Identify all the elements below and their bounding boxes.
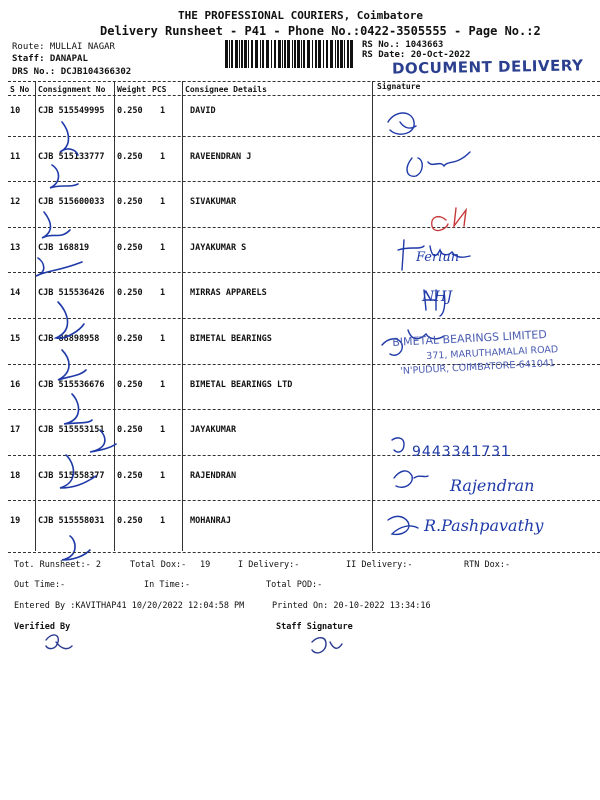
row-consignee: BIMETAL BEARINGS LTD (190, 380, 293, 390)
row-weight: 0.250 (117, 152, 143, 162)
row-weight: 0.250 (117, 471, 143, 481)
barcode-bar (248, 40, 249, 68)
row-separator (8, 272, 600, 273)
row-sno: 14 (10, 288, 21, 298)
barcode-bar (260, 40, 261, 68)
barcode-bar (294, 40, 296, 68)
row-separator (8, 227, 600, 228)
row-consignment-no: CJB 515133777 (38, 152, 105, 162)
row-consignee: BIMETAL BEARINGS (190, 334, 272, 344)
runsheet-title: Delivery Runsheet - P41 - Phone No.:0422-3505555 - Page No.:2 (100, 24, 541, 38)
col-weight: Weight (117, 85, 146, 94)
row-separator (8, 455, 600, 456)
row-consignment-no: CJB 168819 (38, 243, 90, 253)
barcode-bar (274, 40, 276, 68)
barcode-bar (287, 40, 290, 68)
rs-date: RS Date: 20-Oct-2022 (362, 50, 471, 60)
table-top-rule (8, 81, 600, 82)
row-consignment-no: CJB 515558031 (38, 516, 105, 526)
row-consignee: MOHANRAJ (190, 516, 231, 526)
row-consignment-no: CJB 515553151 (38, 425, 105, 435)
row-sno: 12 (10, 197, 21, 207)
barcode-bar (266, 40, 269, 68)
row-pcs: 1 (160, 152, 166, 162)
row-sno: 19 (10, 516, 21, 526)
barcode-bar (330, 40, 333, 68)
company-stamp-line1: BIMETAL BEARINGS LIMITED (392, 327, 548, 349)
row19-handwriting: R.Pashpavathy (424, 516, 544, 535)
row-consignment-no: CJB 515549995 (38, 106, 105, 116)
row-pcs: 1 (160, 380, 166, 390)
row-weight: 0.250 (117, 334, 143, 344)
barcode-bar (262, 40, 264, 68)
barcode-bar (284, 40, 286, 68)
row-pcs: 1 (160, 106, 166, 116)
row-separator (8, 409, 600, 410)
row-consignee: RAJENDRAN (190, 471, 237, 481)
row-pcs: 1 (160, 334, 166, 344)
row-pcs: 1 (160, 425, 166, 435)
row-weight: 0.250 (117, 243, 143, 253)
i-delivery-label: I Delivery:- (238, 560, 300, 570)
barcode-bar (271, 40, 272, 68)
total-pod-label: Total POD:- (266, 580, 323, 590)
barcode (225, 40, 355, 70)
staff-label: Staff: DANAPAL (12, 54, 88, 64)
row-weight: 0.250 (117, 516, 143, 526)
barcode-bar (297, 40, 300, 68)
staff-signature-label: Staff Signature (276, 622, 353, 632)
row-pcs: 1 (160, 471, 166, 481)
row-consignee: JAYAKUMAR (190, 425, 237, 435)
row-separator (8, 500, 600, 501)
row-weight: 0.250 (117, 425, 143, 435)
total-dox-label: Total Dox:- (130, 560, 187, 570)
barcode-bar (251, 40, 253, 68)
barcode-bar (323, 40, 324, 68)
row-consignee: SIVAKUMAR (190, 197, 237, 207)
barcode-bar (239, 40, 240, 68)
barcode-bar (337, 40, 339, 68)
col-sno: S No (10, 85, 30, 94)
route-label: Route: MULLAI NAGAR (12, 42, 115, 52)
row-separator (8, 181, 600, 182)
barcode-bar (225, 40, 228, 68)
row-sno: 15 (10, 334, 21, 344)
row-consignee: MIRRAS APPARELS (190, 288, 267, 298)
col-consignee: Consignee Details (185, 85, 267, 94)
col-sep-1 (35, 81, 36, 551)
row-consignee: RAVEENDRAN J (190, 152, 252, 162)
barcode-bar (326, 40, 328, 68)
barcode-bar (278, 40, 281, 68)
row13-handwriting: Ferlun (416, 250, 460, 265)
row-weight: 0.250 (117, 106, 143, 116)
row-pcs: 1 (160, 243, 166, 253)
row-consignment-no: CJB 515536676 (38, 380, 105, 390)
ii-delivery-label: II Delivery:- (346, 560, 413, 570)
col-pcs: PCS (152, 85, 167, 94)
row-separator (8, 136, 600, 137)
col-sep-2 (114, 81, 115, 551)
row-sno: 17 (10, 425, 21, 435)
company-stamp-line2: 371, MARUTHAMALAI ROAD (426, 344, 559, 362)
barcode-bar (344, 40, 345, 68)
barcode-bar (315, 40, 317, 68)
barcode-bar (282, 40, 283, 68)
row-consignment-no: CJB 515536426 (38, 288, 105, 298)
out-time-label: Out Time:- (14, 580, 66, 590)
row-weight: 0.250 (117, 197, 143, 207)
company-title: THE PROFESSIONAL COURIERS, Coimbatore (178, 9, 424, 22)
rtn-dox-label: RTN Dox:- (464, 560, 511, 570)
barcode-bar (307, 40, 310, 68)
table-header-rule (8, 95, 600, 96)
row-consignment-no: CJB 515558377 (38, 471, 105, 481)
barcode-bar (235, 40, 238, 68)
row-sno: 18 (10, 471, 21, 481)
barcode-bar (229, 40, 230, 68)
row-weight: 0.250 (117, 288, 143, 298)
entered-by: Entered By :KAVITHAP41 10/20/2022 12:04:58 PM (14, 601, 245, 611)
row17-phone-handwriting: 9443341731 (412, 444, 512, 460)
barcode-bar (318, 40, 321, 68)
row-sno: 16 (10, 380, 21, 390)
in-time-label: In Time:- (144, 580, 191, 590)
row-separator (8, 318, 600, 319)
row-consignee: JAYAKUMAR S (190, 243, 247, 253)
barcode-bar (231, 40, 233, 68)
drs-label: DRS No.: DCJB104366302 (12, 67, 132, 77)
barcode-bar (244, 40, 247, 68)
row-weight: 0.250 (117, 380, 143, 390)
col-consignment: Consignment No (38, 85, 106, 94)
row-pcs: 1 (160, 516, 166, 526)
row18-handwriting: Rajendran (450, 476, 535, 495)
row14-handwriting: NHJ (422, 289, 453, 305)
row-sno: 10 (10, 106, 21, 116)
verified-by-label: Verified By (14, 622, 71, 632)
col-sep-4 (372, 81, 373, 551)
row-consignment-no: CJB 88898958 (38, 334, 100, 344)
row-pcs: 1 (160, 288, 166, 298)
company-stamp-line3: 'N'PUDUR, COIMBATORE-641041 (400, 357, 556, 377)
row-sno: 13 (10, 243, 21, 253)
printed-on: Printed On: 20-10-2022 13:34:16 (272, 601, 431, 611)
col-sep-3 (182, 81, 183, 551)
row-consignment-no: CJB 515600033 (38, 197, 105, 207)
tot-runsheet: Tot. Runsheet:- 2 (14, 560, 101, 570)
barcode-bar (335, 40, 336, 68)
rs-number: RS No.: 1043663 (362, 40, 444, 50)
barcode-bar (292, 40, 293, 68)
barcode-bar (255, 40, 258, 68)
barcode-bar (303, 40, 305, 68)
total-dox-value: 19 (200, 560, 211, 570)
row-consignee: DAVID (190, 106, 216, 116)
row-pcs: 1 (160, 197, 166, 207)
table-bottom-rule (8, 552, 600, 553)
barcode-bar (340, 40, 343, 68)
barcode-bar (347, 40, 349, 68)
barcode-bar (241, 40, 243, 68)
col-signature: Signature (377, 82, 421, 91)
row-sno: 11 (10, 152, 21, 162)
barcode-bar (350, 40, 353, 68)
document-delivery-stamp: DOCUMENT DELIVERY (391, 56, 584, 78)
barcode-bar (301, 40, 302, 68)
barcode-bar (312, 40, 313, 68)
